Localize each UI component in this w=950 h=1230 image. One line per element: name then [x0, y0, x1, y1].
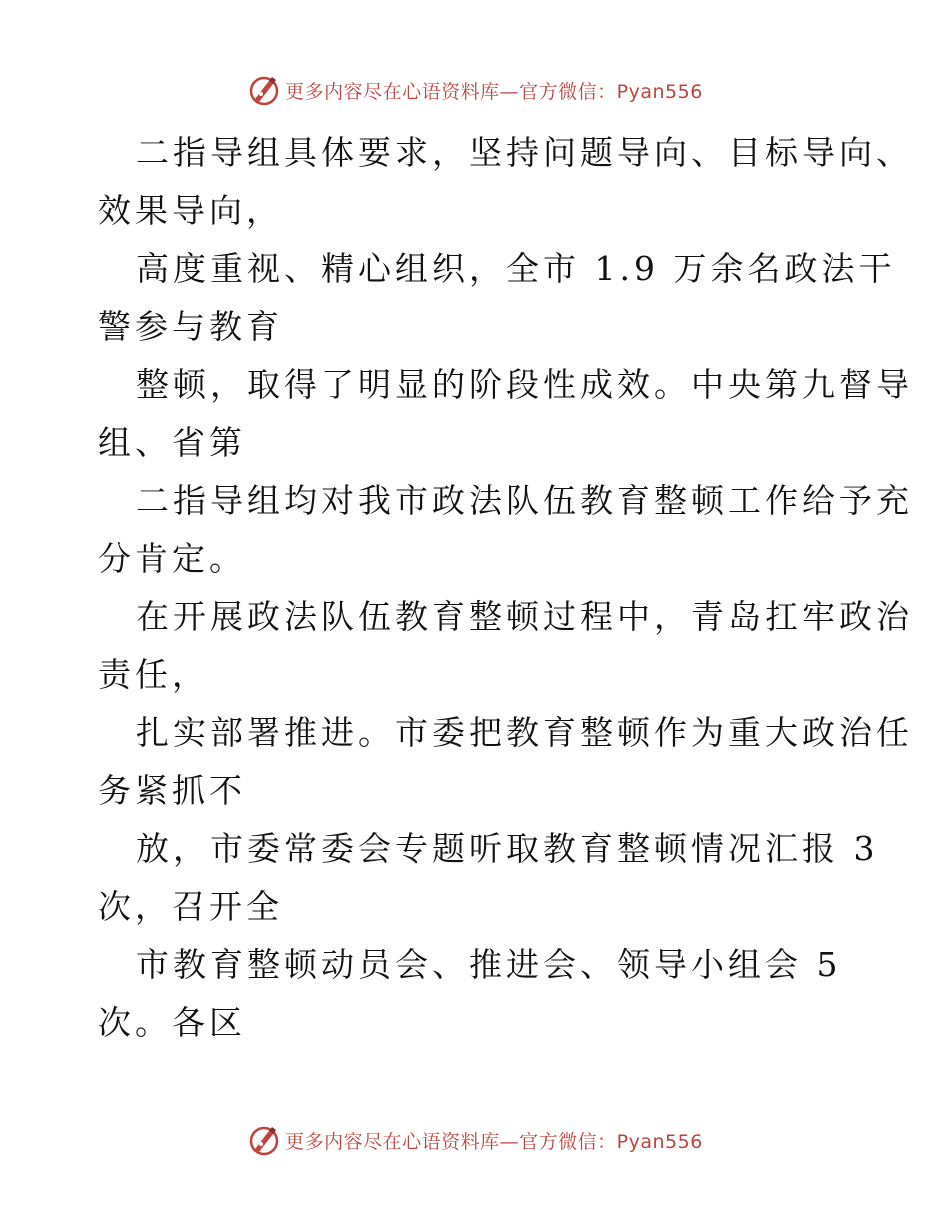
header-brand-text: 更多内容尽在心语资料库: [285, 80, 500, 103]
body-line-11: 扎实部署推进。市委把教育整顿作为重大政治任: [136, 713, 913, 752]
body-line-16: 次。各区: [98, 1003, 246, 1042]
header-wechat-text: 官方微信：Pyan556: [519, 80, 703, 103]
header-banner: [0, 70, 950, 110]
body-line-10: 责任，: [98, 655, 209, 694]
body-line-8: 分肯定。: [98, 539, 246, 578]
body-line-4: 警参与教育: [98, 307, 283, 346]
body-line-9: 在开展政法队伍教育整顿过程中，青岛扛牢政治: [136, 597, 913, 636]
footer-banner: [0, 1120, 950, 1160]
header-dash: —: [499, 80, 520, 103]
footer-banner-text: [285, 1127, 703, 1154]
body-line-13: 放，市委常委会专题听取教育整顿情况汇报 3: [136, 829, 879, 868]
header-banner-text: [285, 77, 703, 104]
document-body: [98, 124, 913, 1052]
pen-circle-logo-icon: [247, 73, 281, 107]
body-line-3: 高度重视、精心组织，全市 1.9 万余名政法干: [136, 249, 896, 288]
body-line-14: 次，召开全: [98, 887, 283, 926]
body-line-5: 整顿，取得了明显的阶段性成效。中央第九督导: [136, 365, 913, 404]
body-line-1: 二指导组具体要求，坚持问题导向、目标导向、: [136, 133, 913, 172]
pen-circle-logo-icon: [247, 1123, 281, 1157]
body-line-6: 组、省第: [98, 423, 246, 462]
body-line-15: 市教育整顿动员会、推进会、领导小组会 5: [136, 945, 842, 984]
footer-wechat-text: 官方微信：Pyan556: [519, 1130, 703, 1153]
body-line-12: 务紧抓不: [98, 771, 246, 810]
body-line-7: 二指导组均对我市政法队伍教育整顿工作给予充: [136, 481, 913, 520]
footer-dash: —: [499, 1130, 520, 1153]
body-line-2: 效果导向，: [98, 191, 283, 230]
footer-brand-text: 更多内容尽在心语资料库: [285, 1130, 500, 1153]
